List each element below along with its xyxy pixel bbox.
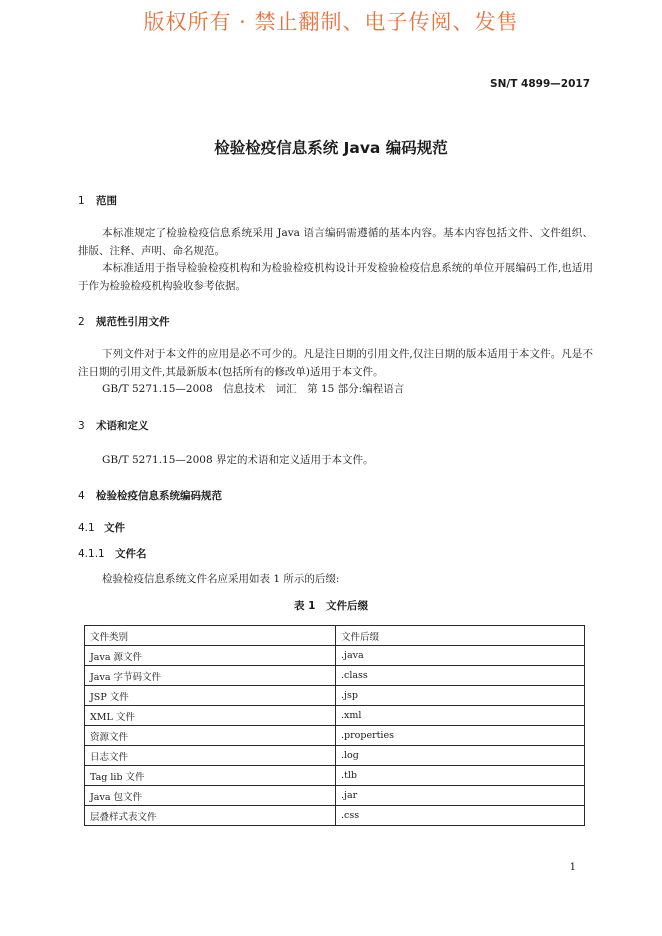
file-suffix-cell: .log	[336, 746, 585, 766]
file-category-cell: Tag lib 文件	[85, 766, 336, 786]
file-category-cell: Java 源文件	[85, 646, 336, 666]
watermark-banner: 版权所有 · 禁止翻制、电子传阅、发售	[143, 10, 519, 34]
section-2-paragraph-1: 下列文件对于本文件的应用是必不可少的。凡是注日期的引用文件,仅注日期的版本适用于本文件。凡是不注日期的引用文件,其最新版本(包括所有的修改单)适用于本文件。	[78, 348, 593, 378]
section-1-heading	[78, 193, 117, 208]
table-row	[85, 726, 585, 746]
table-row	[85, 746, 585, 766]
section-3-paragraph-1: GB/T 5271.15—2008 界定的术语和定义适用于本文件。	[102, 454, 374, 466]
table-row	[85, 686, 585, 706]
normative-reference: GB/T 5271.15—2008 信息技术 词汇 第 15 部分:编程语言	[102, 383, 405, 395]
file-category-cell: 层叠样式表文件	[85, 806, 336, 826]
section-title: 术语和定义	[96, 420, 149, 432]
section-title: 范围	[96, 195, 117, 207]
header-cell-suffix: 文件后缀	[336, 626, 585, 646]
section-4-1-heading	[78, 520, 125, 535]
file-suffix-cell: .properties	[336, 726, 585, 746]
section-3-heading	[78, 418, 149, 433]
standard-number: SN/T 4899—2017	[490, 78, 590, 90]
file-suffix-cell: .class	[336, 666, 585, 686]
section-1-paragraph-2: 本标准适用于指导检验检疫机构和为检验检疫机构设计开发检验检疫信息系统的单位开展编码工作,也适用于作为检验检疫机构验收参考依据。	[78, 262, 593, 292]
file-suffix-cell: .tlb	[336, 766, 585, 786]
file-suffix-cell: .jsp	[336, 686, 585, 706]
document-title: 检验检疫信息系统 Java 编码规范	[214, 139, 448, 157]
table-header-row	[85, 626, 585, 646]
section-number: 1	[78, 195, 85, 207]
file-category-cell: Java 包文件	[85, 786, 336, 806]
section-title: 文件名	[115, 548, 147, 560]
table-row	[85, 806, 585, 826]
section-number: 3	[78, 420, 85, 432]
section-title: 检验检疫信息系统编码规范	[96, 490, 222, 502]
header-cell-category: 文件类别	[85, 626, 336, 646]
file-suffix-cell: .css	[336, 806, 585, 826]
table-row	[85, 646, 585, 666]
table-row	[85, 666, 585, 686]
table-row	[85, 766, 585, 786]
section-number: 4	[78, 490, 85, 502]
file-suffix-cell: .java	[336, 646, 585, 666]
file-category-cell: XML 文件	[85, 706, 336, 726]
table-caption: 表 1 文件后缀	[294, 600, 368, 612]
section-4-1-1-heading	[78, 546, 147, 561]
table-row	[85, 786, 585, 806]
page-number: 1	[569, 862, 576, 873]
section-2-heading	[78, 314, 170, 329]
file-category-cell: Java 字节码文件	[85, 666, 336, 686]
table-row	[85, 706, 585, 726]
section-number: 2	[78, 316, 85, 328]
file-suffix-cell: .jar	[336, 786, 585, 806]
section-title: 规范性引用文件	[96, 316, 170, 328]
file-category-cell: 日志文件	[85, 746, 336, 766]
section-1-paragraph-1: 本标准规定了检验检疫信息系统采用 Java 语言编码需遵循的基本内容。基本内容包括文件、文件组织、排版、注释、声明、命名规范。	[78, 227, 593, 257]
section-number: 4.1.1	[78, 548, 105, 560]
section-number: 4.1	[78, 522, 95, 534]
file-suffix-table	[84, 625, 585, 826]
file-suffix-cell: .xml	[336, 706, 585, 726]
section-4-heading	[78, 488, 222, 503]
section-title: 文件	[104, 522, 125, 534]
file-category-cell: JSP 文件	[85, 686, 336, 706]
file-category-cell: 资源文件	[85, 726, 336, 746]
section-4-1-1-paragraph: 检验检疫信息系统文件名应采用如表 1 所示的后缀:	[102, 573, 340, 585]
